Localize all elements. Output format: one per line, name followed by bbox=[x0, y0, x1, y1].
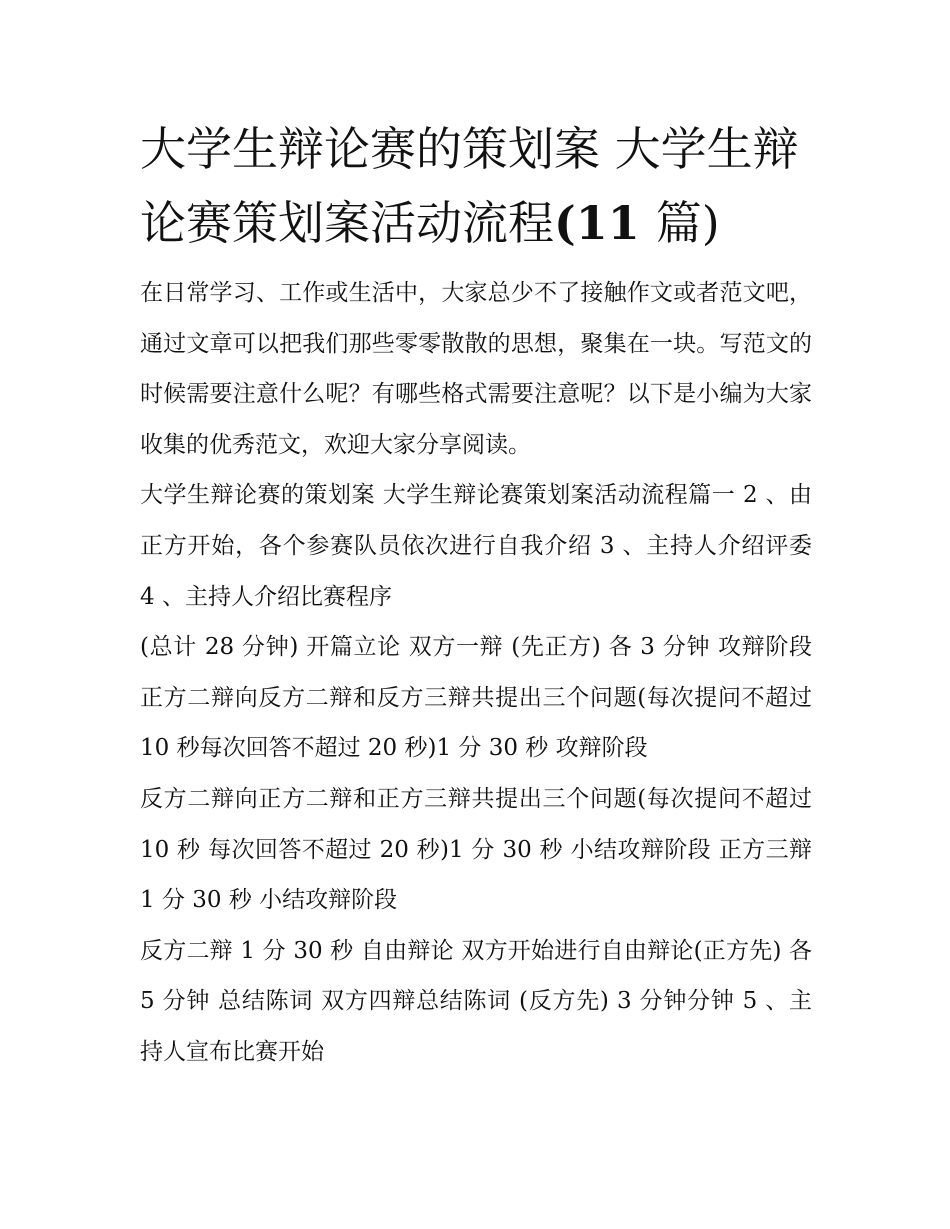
body-paragraph: 反方二辩向正方二辩和正方三辩共提出三个问题(每次提问不超过 10 秒 每次回答不超过 20 秒)1 分 30 秒 小结攻辩阶段 正方三辩 1 分 30 秒 小结攻辩阶段 bbox=[140, 785, 812, 914]
body-paragraph: (总计 28 分钟) 开篇立论 双方一辩 (先正方) 各 3 分钟 攻辩阶段 正方二辩向反方二辩和反方三辩共提出三个问题(每次提问不超过 10 秒每次回答不超过 20 秒)1 分 30 秒 攻辩阶段 bbox=[140, 634, 812, 762]
document-body bbox=[140, 112, 812, 1078]
body-paragraph: 反方二辩 1 分 30 秒 自由辩论 双方开始进行自由辩论(正方先) 各 5 分钟 总结陈词 双方四辩总结陈词 (反方先) 3 分钟分钟 5 、主持人宣布比赛开始 bbox=[140, 937, 812, 1065]
intro-paragraph: 在日常学习、工作或生活中，大家总少不了接触作文或者范文吧，通过文章可以把我们那些零零散散的思想，聚集在一块。写范文的时候需要注意什么呢？有哪些格式需要注意呢？以下是小编为大家收集的优秀范文，欢迎大家分享阅读。 bbox=[140, 280, 812, 458]
title-main-text: 大学生辩论赛的策划案 大学生辩论赛策划案活动流程 bbox=[140, 122, 799, 250]
body-paragraph: 大学生辩论赛的策划案 大学生辩论赛策划案活动流程篇一 2 、由正方开始，各个参赛队员依次进行自我介绍 3 、主持人介绍评委 4 、主持人介绍比赛程序 bbox=[140, 482, 812, 610]
document-title bbox=[140, 112, 812, 260]
title-count-text: (11 bbox=[554, 196, 656, 250]
title-tail-text: 篇) bbox=[655, 196, 720, 250]
